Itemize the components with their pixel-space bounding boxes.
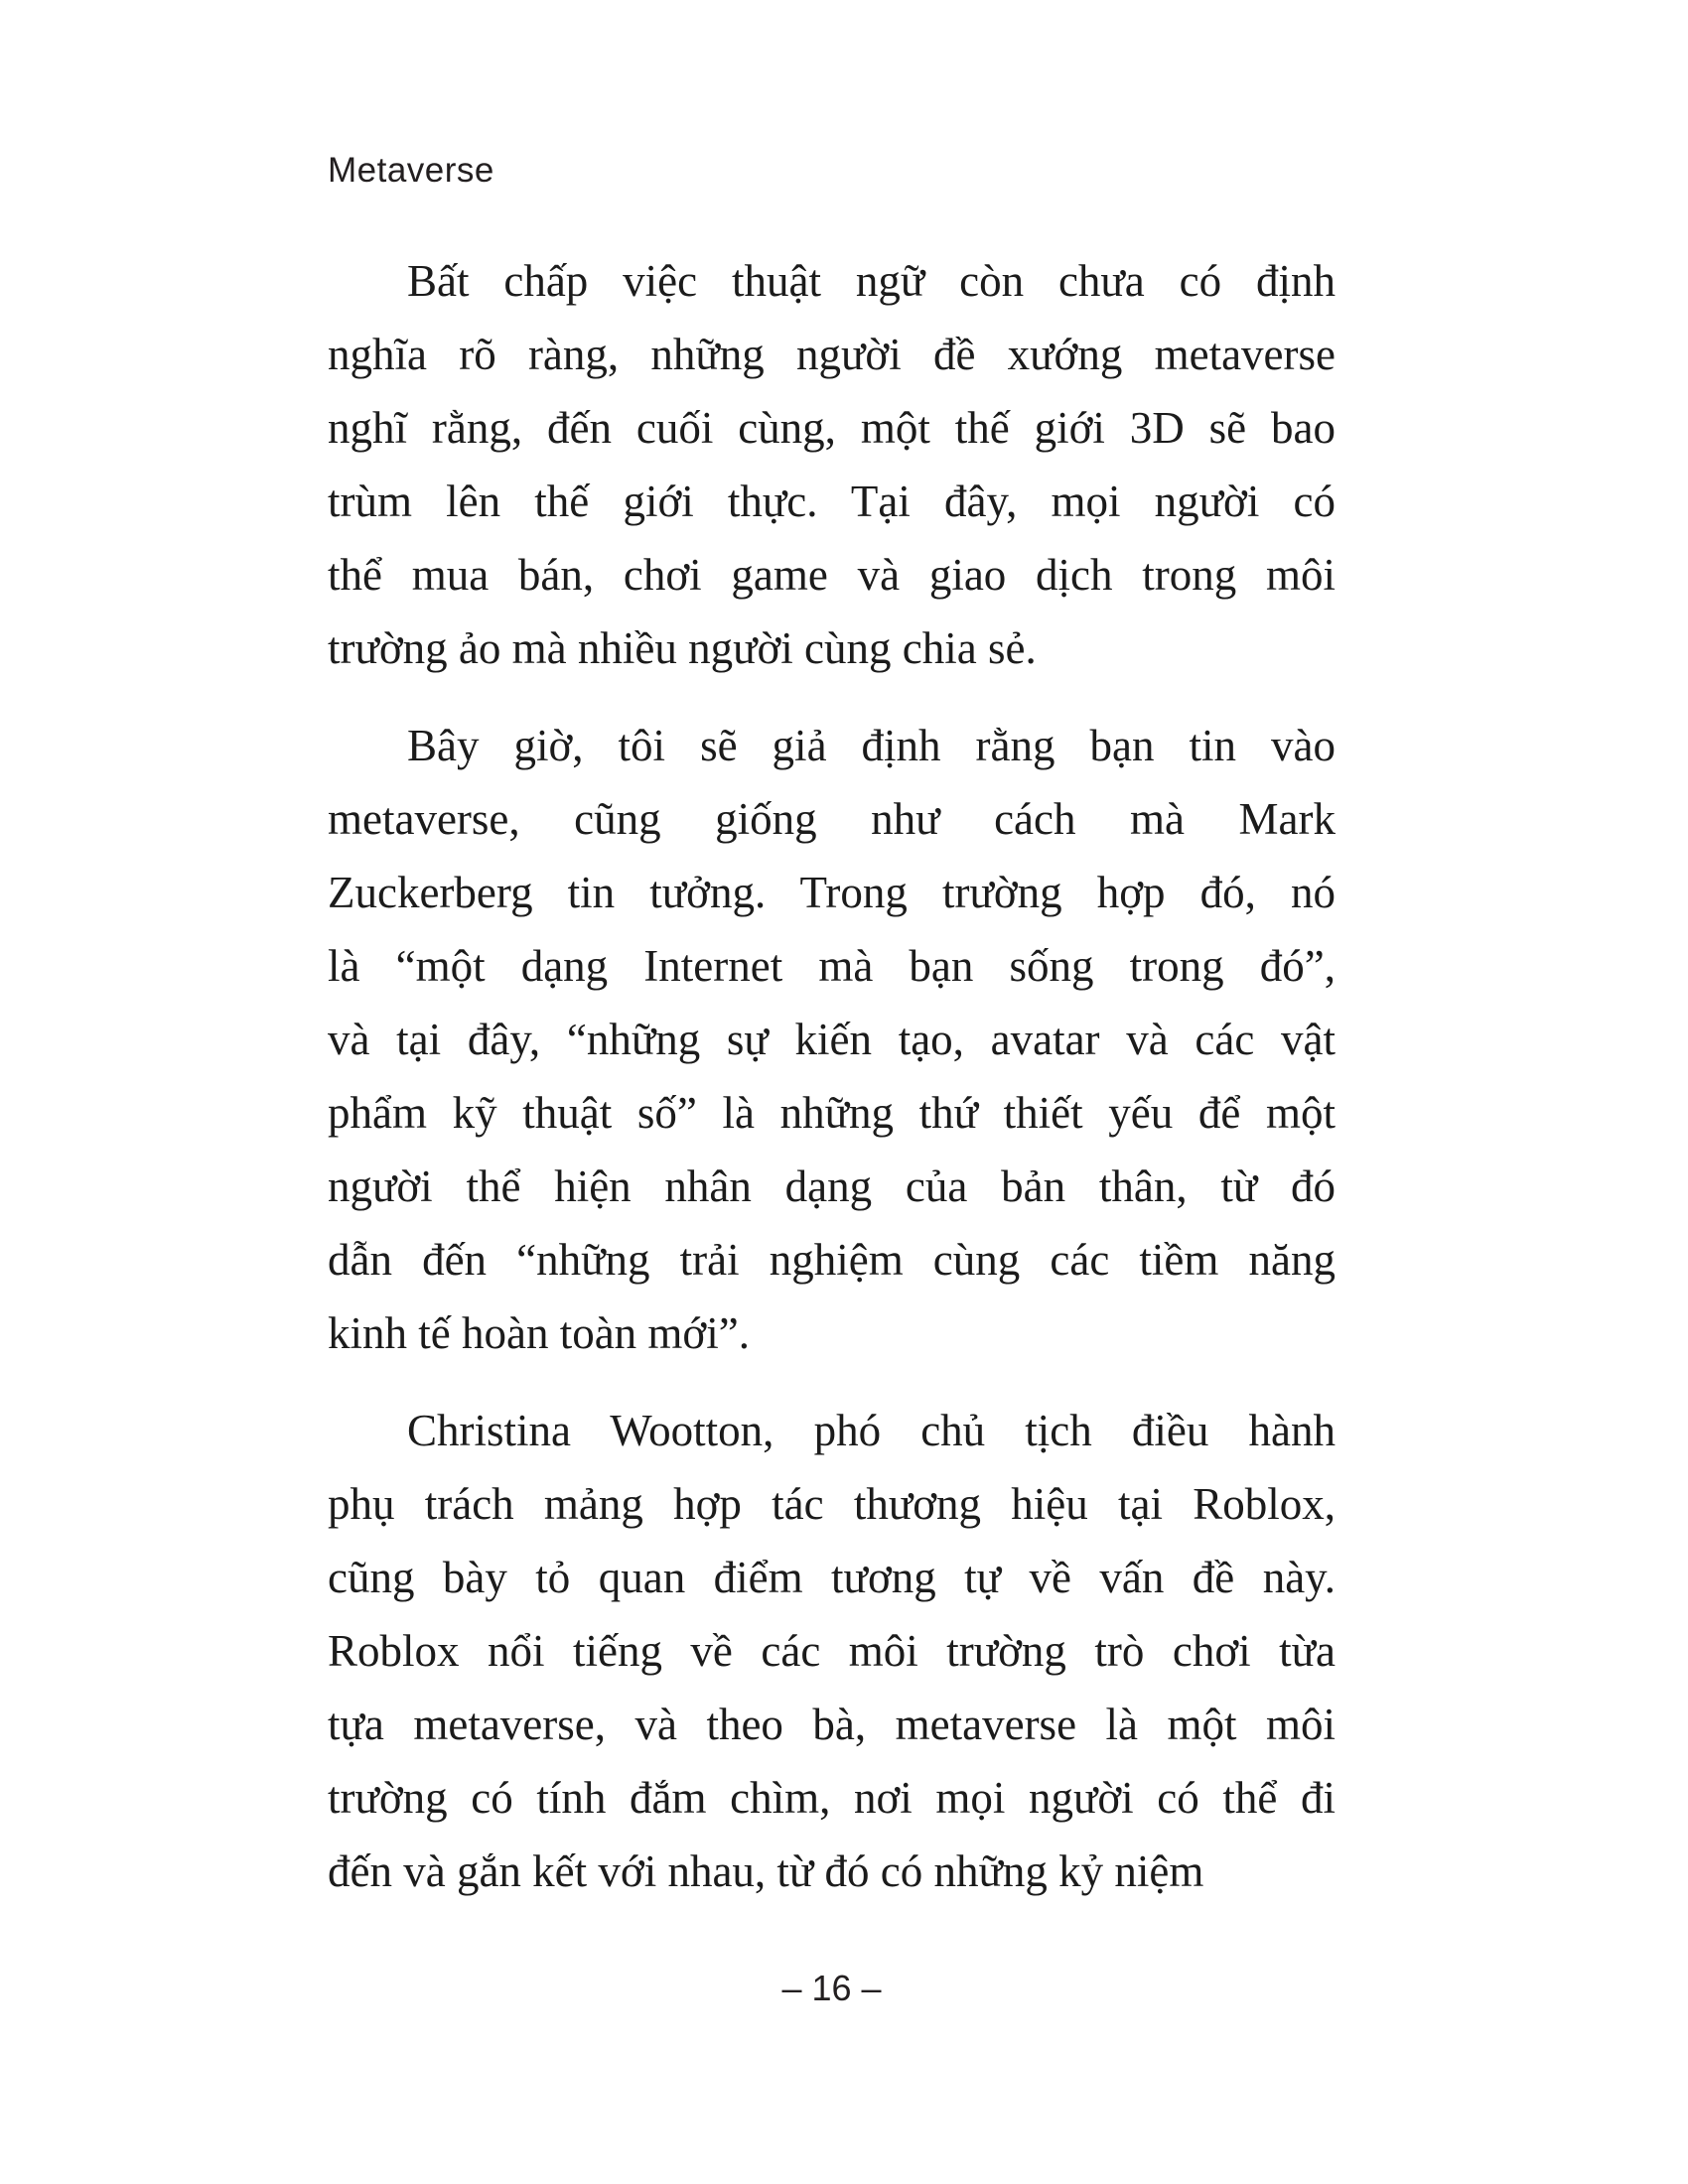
- running-header: Metaverse: [328, 151, 494, 190]
- text-line: Roblox nổi tiếng về các môi trường trò chơi từa: [328, 1626, 1336, 1676]
- page-number: – 16 –: [781, 1968, 882, 2008]
- text-line: trùm lên thế giới thực. Tại đây, mọi người có: [328, 477, 1336, 526]
- text-line: phẩm kỹ thuật số” là những thứ thiết yếu để một: [328, 1088, 1336, 1138]
- text-line: là “một dạng Internet mà bạn sống trong đó”,: [328, 941, 1336, 991]
- text-line: cũng bày tỏ quan điểm tương tự về vấn đề này.: [328, 1553, 1336, 1602]
- paragraph: [328, 709, 1336, 1370]
- text-line: đến và gắn kết với nhau, từ đó có những kỷ niệm: [328, 1846, 1204, 1896]
- text-line: Zuckerberg tin tưởng. Trong trường hợp đó, nó: [328, 868, 1336, 917]
- text-line: phụ trách mảng hợp tác thương hiệu tại Roblox,: [328, 1479, 1336, 1529]
- text-line: trường ảo mà nhiều người cùng chia sẻ.: [328, 623, 1037, 673]
- text-line: thể mua bán, chơi game và giao dịch trong môi: [328, 550, 1336, 600]
- body-text: [328, 244, 1336, 1932]
- text-line: người thể hiện nhân dạng của bản thân, từ đó: [328, 1161, 1336, 1211]
- text-line: kinh tế hoàn toàn mới”.: [328, 1308, 750, 1358]
- text-line: trường có tính đắm chìm, nơi mọi người có thể đi: [328, 1773, 1336, 1823]
- paragraph: [328, 244, 1336, 685]
- text-line: Bất chấp việc thuật ngữ còn chưa có định: [407, 256, 1336, 306]
- text-line: nghĩa rõ ràng, những người đề xướng metaverse: [328, 330, 1336, 379]
- text-line: Christina Wootton, phó chủ tịch điều hành: [407, 1406, 1336, 1455]
- text-line: metaverse, cũng giống như cách mà Mark: [328, 794, 1336, 844]
- text-line: dẫn đến “những trải nghiệm cùng các tiềm năng: [328, 1235, 1336, 1285]
- text-line: Bây giờ, tôi sẽ giả định rằng bạn tin vào: [407, 721, 1336, 770]
- paragraph: [328, 1394, 1336, 1908]
- text-line: nghĩ rằng, đến cuối cùng, một thế giới 3D sẽ bao: [328, 403, 1336, 453]
- text-line: và tại đây, “những sự kiến tạo, avatar và các vật: [328, 1015, 1336, 1064]
- text-line: tựa metaverse, và theo bà, metaverse là một môi: [328, 1700, 1336, 1749]
